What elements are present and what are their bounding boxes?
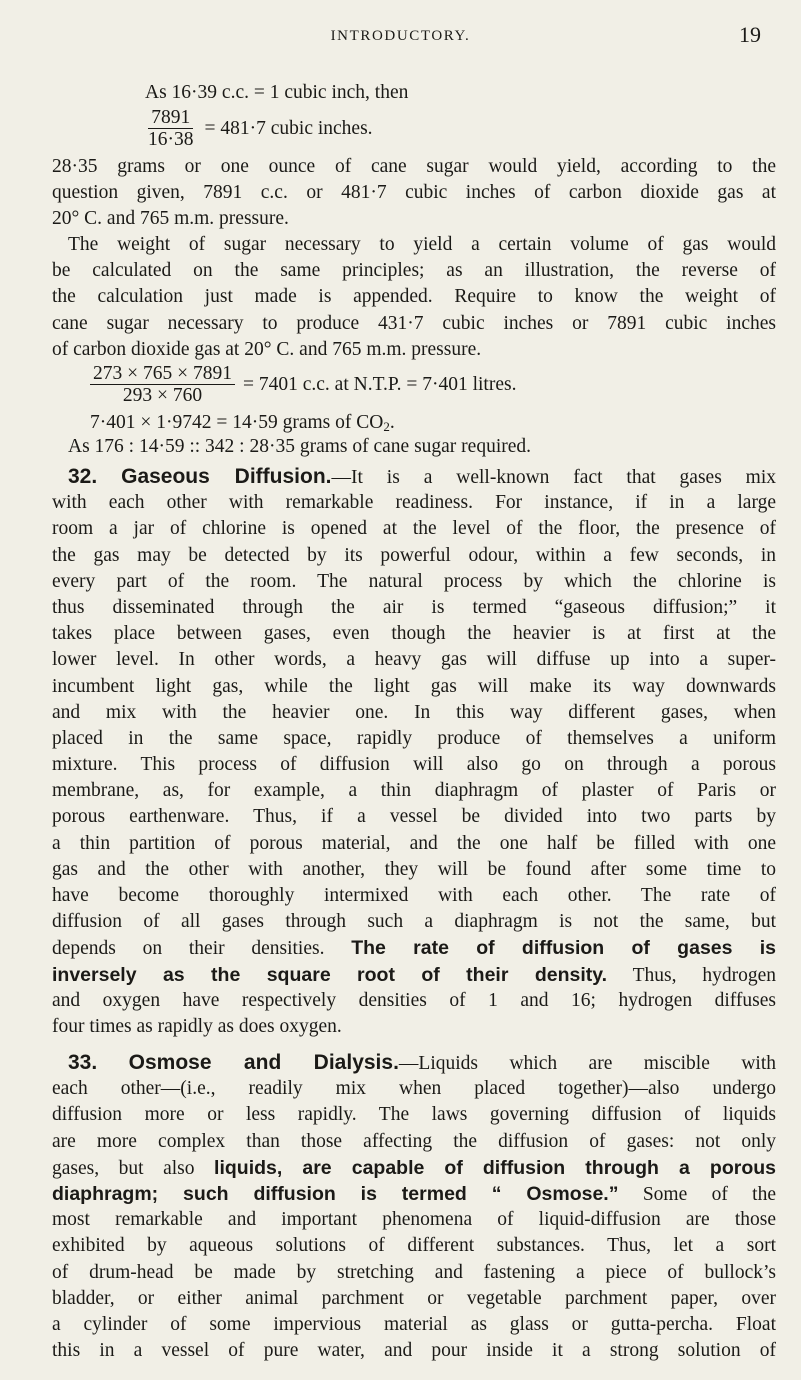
text-line: and oxygen have respectively densities of 1 and 16; hydrogen diffuses [52, 989, 776, 1011]
section-32 [52, 464, 776, 1040]
text-line: with each other with remarkable readiness. For instance, if in a large [52, 492, 776, 514]
text-line: the gas may be detected by its powerful odour, within a few seconds, in [52, 544, 776, 566]
calc-text-end: . [389, 412, 395, 433]
bold-statement: liquids, are capable of diffusion through a porous [214, 1156, 776, 1179]
bold-statement: inversely as the square root of their density. [52, 963, 608, 986]
text-line: each other—(i.e., readily mix when placed together)—also undergo [52, 1078, 776, 1100]
fraction-result: = 481·7 cubic inches. [204, 117, 373, 139]
text-line: most remarkable and important phenomena of liquid-diffusion are those [52, 1209, 776, 1231]
bold-statement: diaphragm; such diffusion is termed “ Osmose.” [52, 1182, 619, 1205]
calc-line-grams [90, 412, 395, 435]
calc-line-conversion: As 16·39 c.c. = 1 cubic inch, then [145, 82, 409, 103]
text-line: room a jar of chlorine is opened at the level of the floor, the presence of [52, 518, 776, 540]
fraction [145, 108, 197, 151]
fraction-denominator: 16·38 [148, 129, 194, 150]
text-run: Some of the [642, 1183, 776, 1205]
text-line: placed in the same space, rapidly produce of themselves a uniform [52, 727, 776, 749]
text-line: porous earthenware. Thus, if a vessel be divided into two parts by [52, 806, 776, 828]
text-line: are more complex than those affecting the diffusion of gases: not only [52, 1130, 776, 1152]
text-line-with-bold [52, 1181, 776, 1207]
text-line: every part of the room. The natural process by which the chlorine is [52, 570, 776, 592]
calc-fraction-inches [145, 108, 373, 151]
text-line: of drum-head be made by stretching and fastening a piece of bullock’s [52, 1261, 776, 1283]
text-line: thus disseminated through the air is termed “gaseous diffusion;” it [52, 596, 776, 618]
section-number: 32. [68, 465, 98, 488]
text-line-with-bold [52, 1155, 776, 1181]
text-line: exhibited by aqueous solutions of different substances. Thus, let a sort [52, 1235, 776, 1257]
text-line: diffusion of all gases through such a diaphragm is not the same, but [52, 911, 776, 933]
text-run: —It is a well-known fact that gases mix [331, 467, 777, 488]
section-title: Gaseous Diffusion. [121, 465, 332, 488]
text-line: the calculation just made is appended. Require to know the weight of [52, 286, 776, 308]
text-line: cane sugar necessary to produce 431·7 cubic inches or 7891 cubic inches [52, 312, 776, 334]
text-line: 28·35 grams or one ounce of cane sugar would yield, according to the [52, 156, 776, 177]
fraction-result: = 7401 c.c. at N.T.P. = 7·401 litres. [243, 373, 517, 395]
text-line: question given, 7891 c.c. or 481·7 cubic inches of carbon dioxide gas at [52, 182, 776, 204]
calc-line-proportion [52, 436, 776, 458]
text-line: gas and the other with another, they will be found after some time to [52, 858, 776, 880]
calc-text: 7·401 × 1·9742 = 14·59 grams of CO [90, 412, 384, 433]
text-line: and mix with the heavier one. In this way different gases, when [52, 701, 776, 723]
text-line-with-bold [52, 962, 776, 988]
section-title: Osmose and Dialysis. [128, 1051, 399, 1074]
text-line: membrane, as, for example, a thin diaphragm of plaster of Paris or [52, 780, 776, 802]
section-number: 33. [68, 1051, 98, 1074]
text-line: a cylinder of some impervious material as glass or gutta-percha. Float [52, 1313, 776, 1335]
text-line: of carbon dioxide gas at 20° C. and 765 m.m. pressure. [52, 338, 482, 360]
fraction [90, 364, 235, 407]
section-33 [52, 1050, 776, 1364]
text-run: —Liquids which are miscible with [398, 1053, 776, 1074]
text-line: be calculated on the same principles; as an illustration, the reverse of [52, 260, 776, 282]
text-line: diffusion more or less rapidly. The laws governing diffusion of liquids [52, 1104, 776, 1126]
text-line: a thin partition of porous material, and the one half be filled with one [52, 832, 776, 854]
fraction-numerator: 7891 [148, 108, 193, 129]
text-line: four times as rapidly as does oxygen. [52, 1015, 342, 1037]
text-line: have become thoroughly intermixed with each other. The rate of [52, 885, 776, 906]
running-head: INTRODUCTORY. [330, 28, 471, 44]
paragraph-2 [52, 232, 776, 363]
text-run: Thus, hydrogen [632, 964, 776, 986]
text-line: bladder, or either animal parchment or vegetable parchment paper, over [52, 1287, 776, 1309]
calc-text: As 176 : 14·59 :: 342 : 28·35 grams of cane sugar required. [68, 436, 532, 457]
page-number: 19 [739, 22, 761, 47]
text-line: lower level. In other words, a heavy gas will diffuse up into a super- [52, 649, 776, 671]
text-line: takes place between gases, even though the heavier is at first at the [52, 623, 776, 645]
section-heading-line [52, 464, 776, 490]
text-line: incumbent light gas, while the light gas will make its way downwards [52, 675, 776, 697]
section-heading-line [52, 1050, 776, 1076]
text-line: mixture. This process of diffusion will also go on through a porous [52, 754, 776, 776]
text-run: gases, but also [52, 1157, 195, 1179]
subscript: 2 [383, 419, 390, 434]
fraction-numerator: 273 × 765 × 7891 [90, 364, 235, 385]
text-line: The weight of sugar necessary to yield a certain volume of gas would [68, 234, 776, 255]
paragraph-1 [52, 154, 776, 233]
text-line-with-bold [52, 935, 776, 961]
fraction-denominator: 293 × 760 [122, 385, 203, 406]
text-run: depends on their densities. [52, 938, 325, 960]
text-line: 20° C. and 765 m.m. pressure. [52, 208, 289, 230]
bold-statement: The rate of diffusion of gases is [351, 937, 777, 960]
text-line: this in a vessel of pure water, and pour inside it a strong solution of [52, 1340, 776, 1362]
page-header [0, 22, 801, 52]
calc-fraction-ntp [90, 364, 516, 407]
